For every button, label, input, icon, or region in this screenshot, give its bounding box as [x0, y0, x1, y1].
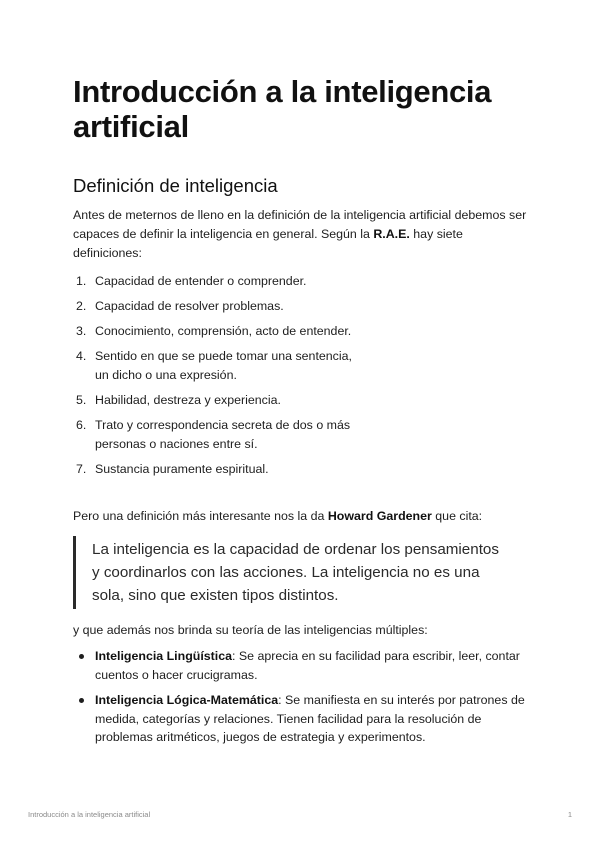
list-number: 2. — [76, 299, 87, 313]
list-item-text-line1: Sentido en que se puede tomar una sentencia, — [95, 349, 352, 363]
list-item — [73, 691, 533, 747]
list-item — [73, 460, 533, 479]
list-item-text-line1: Trato y correspondencia secreta de dos o más — [95, 418, 351, 432]
list-item — [73, 322, 533, 341]
list-item — [73, 391, 533, 410]
list-number: 4. — [76, 349, 87, 363]
definitions-list — [73, 272, 533, 479]
after-quote-paragraph: y que además nos brinda su teoría de las inteligencias múltiples: — [73, 623, 428, 637]
page-title: Introducción a la inteligencia artificial — [73, 74, 492, 144]
section-heading: Definición de inteligencia — [73, 175, 278, 196]
gardner-text-start: Pero una definición más interesante nos la da — [73, 509, 328, 523]
list-number: 1. — [76, 274, 87, 288]
intro-text-start: Antes de meternos de lleno en la definición de la inteligencia artificial debemos ser capaces de definir la inteligencia en general. Según la — [73, 208, 527, 241]
list-item — [73, 347, 533, 385]
list-item-text: Habilidad, destreza y experiencia. — [95, 393, 281, 407]
document-content — [73, 74, 533, 754]
list-item — [73, 416, 533, 454]
list-item — [73, 297, 533, 316]
quote-line3: sola, sino que existen tipos distintos. — [92, 587, 339, 604]
gardner-paragraph — [73, 507, 533, 526]
list-item-text: Capacidad de resolver problemas. — [95, 299, 284, 313]
list-number: 7. — [76, 462, 87, 476]
list-item-text: Conocimiento, comprensión, acto de entender. — [95, 324, 352, 338]
list-number: 6. — [76, 418, 87, 432]
intelligence-name: Inteligencia Lingüística — [95, 649, 233, 663]
list-item — [73, 272, 533, 291]
list-item-text-line2: personas o naciones entre sí. — [95, 437, 258, 451]
list-item-text: Sustancia puramente espiritual. — [95, 462, 269, 476]
rae-bold: R.A.E. — [373, 227, 410, 241]
gardner-name-bold: Howard Gardener — [327, 509, 432, 523]
list-item — [73, 647, 533, 684]
gardner-text-end: que cita: — [431, 509, 483, 523]
intro-text-end: hay siete definiciones: — [73, 227, 463, 260]
list-item-text-line2: un dicho o una expresión. — [95, 368, 237, 382]
list-number: 3. — [76, 324, 87, 338]
quote-line1: La inteligencia es la capacidad de ordenar los pensamientos — [92, 541, 499, 558]
list-item-text: Capacidad de entender o comprender. — [95, 274, 307, 288]
intelligence-name: Inteligencia Lógica-Matemática — [95, 693, 279, 707]
gardner-quote — [73, 536, 532, 609]
footer-page-number: 1 — [567, 810, 572, 819]
intelligence-description: : Se manifiesta en su interés por patrones de medida, categorías y relaciones. Tienen facilidad para la resolución de problemas aritméticos, juegos de estrategia y experimentos. — [95, 693, 525, 744]
intelligences-list — [73, 647, 533, 747]
intro-paragraph — [73, 206, 528, 263]
quote-line2: y coordinarlos con las acciones. La inteligencia no es una — [92, 564, 480, 581]
intelligence-description: : Se aprecia en su facilidad para escribir, leer, contar cuentos o hacer crucigramas. — [95, 649, 520, 682]
footer-title: Introducción a la inteligencia artificial — [28, 810, 151, 819]
list-number: 5. — [76, 393, 87, 407]
